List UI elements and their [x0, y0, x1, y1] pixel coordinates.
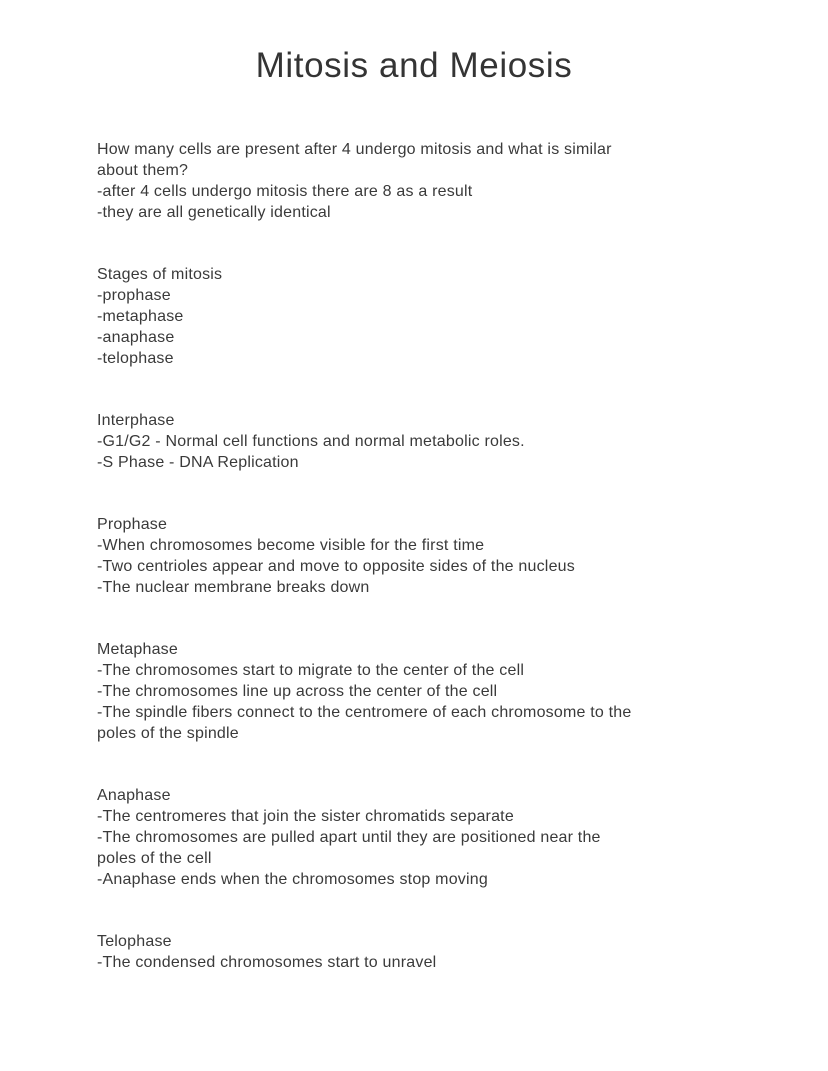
text-line: -after 4 cells undergo mitosis there are 8 as a result [97, 183, 473, 200]
section-interphase [97, 410, 731, 473]
section-heading-line: How many cells are present after 4 undergo mitosis and what is similar [97, 141, 612, 158]
document-body [0, 87, 828, 973]
section-heading-line: Anaphase [97, 787, 171, 804]
text-line: -The chromosomes are pulled apart until they are positioned near the [97, 829, 601, 846]
text-line: -Two centrioles appear and move to opposite sides of the nucleus [97, 558, 575, 575]
text-line: -S Phase - DNA Replication [97, 454, 299, 471]
section-heading-line: Metaphase [97, 641, 178, 658]
text-line: -prophase [97, 287, 171, 304]
section-prophase [97, 514, 731, 598]
text-line: poles of the cell [97, 850, 212, 867]
text-line: -The spindle fibers connect to the centromere of each chromosome to the [97, 704, 632, 721]
text-line: -The chromosomes start to migrate to the center of the cell [97, 662, 525, 679]
text-line: -G1/G2 - Normal cell functions and normal metabolic roles. [97, 433, 525, 450]
text-line: -anaphase [97, 329, 175, 346]
document-title: Mitosis and Meiosis [255, 46, 573, 85]
section-question-cells-after-mitosis [97, 139, 731, 223]
text-line: -The chromosomes line up across the center of the cell [97, 683, 498, 700]
text-line: -telophase [97, 350, 174, 367]
section-heading-line: Telophase [97, 933, 172, 950]
section-heading-line: Stages of mitosis [97, 266, 223, 283]
section-telophase [97, 931, 731, 973]
text-line: -When chromosomes become visible for the first time [97, 537, 485, 554]
section-heading-line: Interphase [97, 412, 175, 429]
text-line: -The centromeres that join the sister chromatids separate [97, 808, 514, 825]
text-line: -The condensed chromosomes start to unravel [97, 954, 437, 971]
text-line: -Anaphase ends when the chromosomes stop moving [97, 871, 488, 888]
text-line: -metaphase [97, 308, 184, 325]
text-line: about them? [97, 162, 189, 179]
text-line: poles of the spindle [97, 725, 239, 742]
text-line: -they are all genetically identical [97, 204, 331, 221]
section-metaphase [97, 639, 731, 744]
text-line: -The nuclear membrane breaks down [97, 579, 370, 596]
section-anaphase [97, 785, 731, 890]
section-stages-of-mitosis [97, 264, 731, 369]
section-heading-line: Prophase [97, 516, 168, 533]
